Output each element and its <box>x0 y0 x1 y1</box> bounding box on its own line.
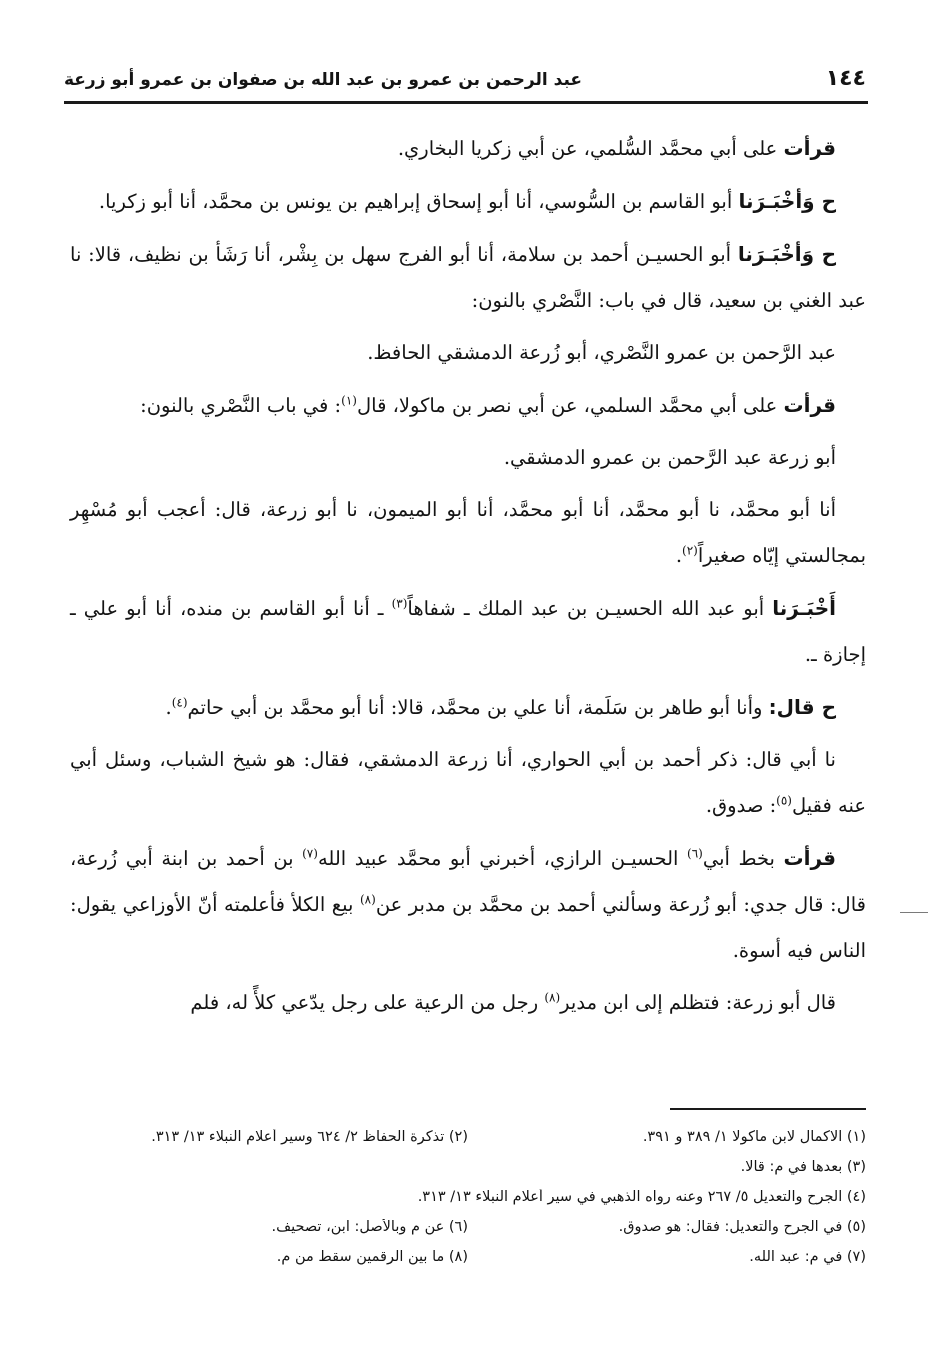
paragraph-text: نا أبي قال: ذكر أحمد بن أبي الحواري، أنا زرعة الدمشقي، فقال: هو شيخ الشباب، وسئل أبي عنه فقيل <box>70 748 866 817</box>
paragraph-text: أبو الحسيـن أحمد بن سلامة، أنا أبو الفرج سهل بن بِشْر، أنا رَشَأ بن نظيف، قالا: نا عبد الغني بن سعيد، قال في باب: النَّصْري بالنون: <box>70 243 866 312</box>
paragraph <box>70 737 866 829</box>
paragraph-text: أبو عبد الله الحسيـن بن عبد الملك ـ شفاهاً <box>407 597 773 620</box>
footnote-row <box>70 1152 866 1182</box>
footnote: (٨) ما بين الرقمين سقط من م. <box>276 1249 468 1265</box>
paragraph <box>70 382 866 429</box>
footnote-row <box>70 1122 866 1152</box>
paragraph <box>70 231 866 324</box>
paragraph <box>70 487 866 579</box>
footnote-row <box>70 1182 866 1212</box>
footnote-marker: (٨) <box>359 892 376 907</box>
footnote-row <box>70 1212 866 1242</box>
margin-mark <box>900 912 928 913</box>
paragraph-text: أبو زرعة عبد الرَّحمن بن عمرو الدمشقي. <box>503 446 836 469</box>
lead-word: أَخْبَـرَنا <box>772 596 836 620</box>
running-title: عبد الرحمن بن عمرو بن عبد الله بن صفوان بن عمرو أبو زرعة <box>64 70 583 90</box>
footnote: (٢) تذكرة الحفاظ ٢/ ٦٢٤ وسير أعلام النبلاء ١٣/ ٣١٣. <box>151 1129 468 1145</box>
footnote-marker: (٢) <box>682 543 698 558</box>
footnote: (٦) عن م وبالأصل: ابن، تصحيف. <box>271 1219 468 1235</box>
footnote: (٣) بعدها في م: قالا. <box>740 1159 866 1175</box>
footnote-marker: (٨) <box>544 990 561 1005</box>
paragraph-text: الحسيـن الرازي، أخبرني أبو محمَّد عبيد الله <box>317 847 687 870</box>
paragraph <box>70 585 866 678</box>
paragraph-text: أبو القاسم بن السُّوسي، أنا أبو إسحاق إبراهيم بن يونس بن محمَّد، أنا أبو زكريا. <box>98 190 739 213</box>
paragraph-text: عبد الرَّحمن بن عمرو النَّصْري، أبو زُرعة الدمشقي الحافظ. <box>367 341 836 364</box>
footnote: (١) الاكمال لابن ماكولا ١/ ٣٨٩ و ٣٩١. <box>642 1129 866 1145</box>
page-header <box>64 66 866 98</box>
paragraph <box>70 178 866 225</box>
paragraph-text: وأنا أبو طاهر بن سَلَمة، أنا علي بن محمَّد، قالا: أنا أبو محمَّد بن أبي حاتم <box>187 696 769 719</box>
lead-word: قرأت <box>783 393 836 417</box>
paragraph-text: بيع الكلأ فأعلمته أنّ الأوزاعي يقول: الناس فيه أسوة. <box>70 893 866 962</box>
paragraph-text: بخط أبي <box>702 847 784 870</box>
paragraph <box>70 330 866 376</box>
footnote-marker: (٥) <box>776 793 792 808</box>
main-text <box>70 125 866 1032</box>
paragraph-text: : في باب النَّصْري بالنون: <box>140 394 342 417</box>
footnote-marker: (٣) <box>391 596 408 611</box>
paragraph <box>70 684 866 731</box>
footnote: (٤) الجرح والتعديل ٥/ ٢٦٧ وعنه رواه الذهبي في سير أعلام النبلاء ١٣/ ٣١٣. <box>417 1189 866 1205</box>
lead-word: ح وَأخْبَـرَنا <box>737 242 836 266</box>
paragraph-text: على أبي محمَّد السُّلمي، عن أبي زكريا البخاري. <box>397 137 784 160</box>
paragraph <box>70 435 866 481</box>
footnote: (٧) في م: عبد الله. <box>749 1249 866 1265</box>
paragraph-text: رجل من الرعية على رجل يدّعي كلأً له، فلم <box>190 991 545 1014</box>
lead-word: ح قال: <box>768 695 836 719</box>
paragraph-text: أنا أبو محمَّد، نا أبو محمَّد، أنا أبو محمَّد، أنا أبو الميمون، نا أبو زرعة، قال: أعجب أبو مُسْهِر بمجالستي إيّاه صغيراً <box>70 498 866 567</box>
paragraph <box>70 125 866 172</box>
footnote-marker: (٦) <box>687 846 703 861</box>
footnote-marker: (٧) <box>302 846 318 861</box>
footnote-marker: (١) <box>341 393 357 408</box>
paragraph-text: ـ أنا أبو القاسم بن منده، أنا أبو علي ـ إجازة ـ. <box>70 597 866 666</box>
footnote-marker: (٤) <box>171 695 188 710</box>
paragraph-text: . <box>675 544 683 567</box>
paragraph-text: قال أبو زرعة: فتظلم إلى ابن مدير <box>560 991 836 1014</box>
paragraph <box>70 980 866 1026</box>
footnote-row <box>70 1242 866 1272</box>
page-number: ١٤٤ <box>825 66 866 91</box>
paragraph-text: : صدوق. <box>705 794 777 817</box>
footnote: (٥) في الجرح والتعديل: فقال: هو صدوق. <box>618 1219 866 1235</box>
paragraph-text: على أبي محمَّد السلمي، عن أبي نصر بن ماكولا، قال <box>356 394 784 417</box>
paragraph-text: بن أحمد بن ابنة أبي زُرعة، قال: قال جدي: أبو زُرعة وسألني أحمد بن محمَّد بن مدبر عن <box>70 847 866 916</box>
lead-word: قرأت <box>783 846 836 870</box>
header-rule <box>64 101 868 104</box>
lead-word: ح وَأخْبَـرَنا <box>738 189 836 213</box>
lead-word: قرأت <box>783 136 836 160</box>
paragraph <box>70 835 866 974</box>
footnotes <box>70 1122 866 1272</box>
footnote-rule <box>670 1108 866 1110</box>
paragraph-text: . <box>165 696 172 719</box>
